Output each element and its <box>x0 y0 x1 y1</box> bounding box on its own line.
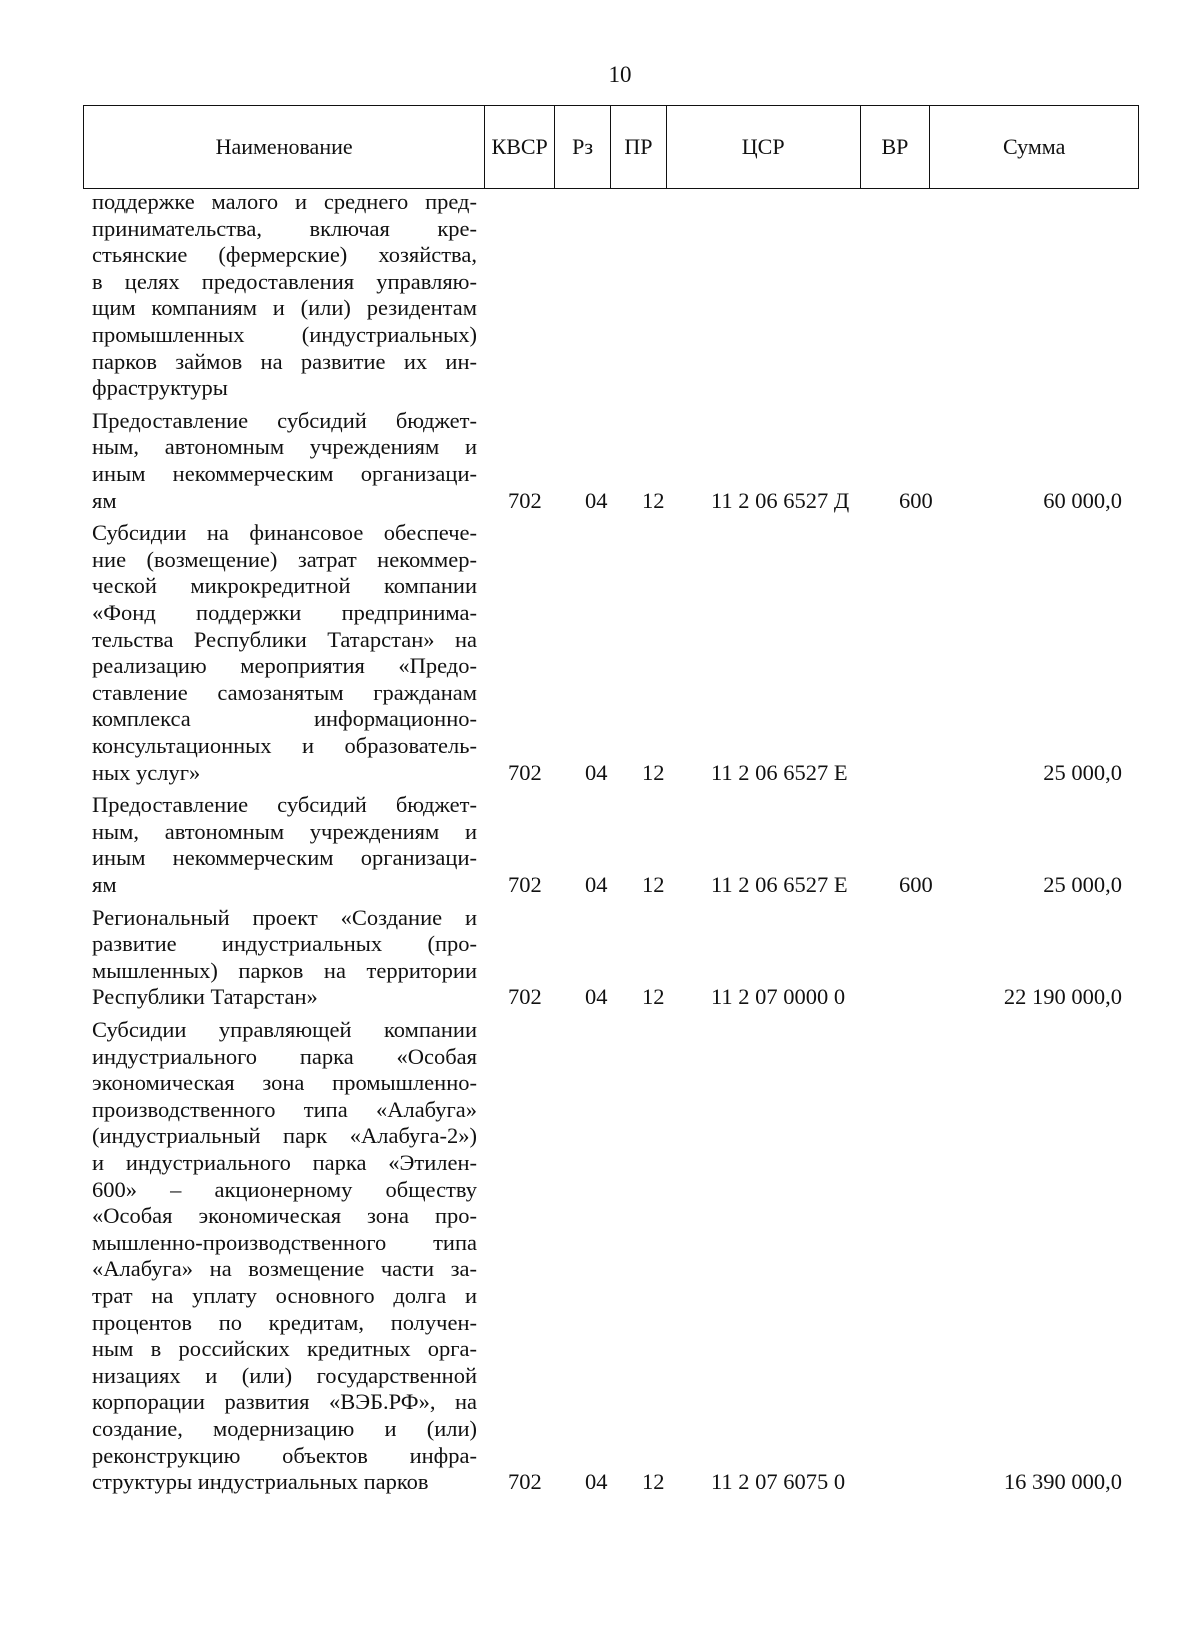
row-name <box>92 905 477 1011</box>
row-vr: 600 <box>899 487 933 513</box>
row-csr: 11 2 07 6075 0 <box>711 1469 846 1495</box>
row-name-line: принимательства, включая кре- <box>92 215 477 241</box>
row-name-line: индустриального парка «Особая <box>92 1043 477 1069</box>
row-name-line: Предоставление субсидий бюджет- <box>92 407 477 433</box>
row-sum: 25 000,0 <box>1043 871 1122 897</box>
row-name-line: комплекса информационно- <box>92 706 477 732</box>
row-name-line: «Особая экономическая зона про- <box>92 1203 477 1229</box>
row-name-line: производственного типа «Алабуга» <box>92 1096 477 1122</box>
row-name-line: консультационных и образователь- <box>92 732 477 758</box>
row-name-line: Субсидии на финансовое обеспече- <box>92 520 477 546</box>
row-name-line: (индустриальный парк «Алабуга-2») <box>92 1123 477 1149</box>
row-kvsr: 702 <box>508 871 542 897</box>
table-row <box>0 520 1200 786</box>
row-kvsr: 702 <box>508 1469 542 1495</box>
row-name <box>92 408 477 514</box>
row-name-line: поддержке малого и среднего пред- <box>92 189 477 214</box>
row-name-line: Субсидии управляющей компании <box>92 1017 477 1042</box>
row-name-line: экономическая зона промышленно- <box>92 1070 477 1096</box>
row-pr: 12 <box>642 759 665 785</box>
header-pr: ПР <box>611 106 667 188</box>
row-kvsr: 702 <box>508 487 542 513</box>
header-vr: ВР <box>861 106 931 188</box>
row-name-line: Республики Татарстан» <box>92 984 318 1010</box>
row-sum: 60 000,0 <box>1043 487 1122 513</box>
row-rz: 04 <box>585 984 608 1010</box>
row-name-line: ям <box>92 487 117 513</box>
row-name-line: создание, модернизацию и (или) <box>92 1415 477 1441</box>
row-name-line: парков займов на развитие их ин- <box>92 348 477 374</box>
row-name-line: стьянские (фермерские) хозяйства, <box>92 242 477 268</box>
row-name <box>92 1017 477 1496</box>
row-name-line: щим компаниям и (или) резидентам <box>92 295 477 321</box>
row-name-line: тельства Республики Татарстан» на <box>92 626 477 652</box>
row-name <box>92 792 477 898</box>
header-sum: Сумма <box>1003 134 1066 159</box>
row-sum: 22 190 000,0 <box>1003 984 1122 1010</box>
row-kvsr: 702 <box>508 984 542 1010</box>
header-rz: Рз <box>555 106 611 188</box>
row-rz: 04 <box>585 759 608 785</box>
row-rz: 04 <box>585 487 608 513</box>
header-csr: ЦСР <box>667 106 861 188</box>
row-name <box>92 189 477 402</box>
row-name-line: промышленных (индустриальных) <box>92 321 477 347</box>
row-name-line: Предоставление субсидий бюджет- <box>92 792 477 818</box>
table-row <box>0 792 1200 898</box>
row-pr: 12 <box>642 1469 665 1495</box>
row-pr: 12 <box>642 984 665 1010</box>
page-number: 10 <box>608 62 632 87</box>
header-kvsr: КВСР <box>485 106 555 188</box>
row-name-line: реализацию мероприятия «Предо- <box>92 653 477 679</box>
row-name-line: структуры индустриальных парков <box>92 1469 429 1495</box>
row-name-line: «Алабуга» на возмещение части за- <box>92 1256 477 1282</box>
row-name-line: низациях и (или) государственной <box>92 1362 477 1388</box>
row-sum: 25 000,0 <box>1043 759 1122 785</box>
row-name-line: ставление самозанятым гражданам <box>92 679 477 705</box>
row-name-line: ным, автономным учреждениям и <box>92 818 477 844</box>
row-csr: 11 2 07 0000 0 <box>711 984 846 1010</box>
row-rz: 04 <box>585 1469 608 1495</box>
row-name-line: ние (возмещение) затрат некоммер- <box>92 546 477 572</box>
row-name-line: развитие индустриальных (про- <box>92 931 477 957</box>
row-name-line: 600» – акционерному обществу <box>92 1176 477 1202</box>
row-name-line: иным некоммерческим организаци- <box>92 460 477 486</box>
row-name-line: Региональный проект «Создание и <box>92 904 477 930</box>
row-rz: 04 <box>585 871 608 897</box>
table-row <box>0 905 1200 1011</box>
row-name-line: «Фонд поддержки предпринима- <box>92 599 477 625</box>
row-sum: 16 390 000,0 <box>1003 1469 1122 1495</box>
table-row <box>0 1017 1200 1496</box>
row-kvsr: 702 <box>508 759 542 785</box>
row-name-line: мышленных) парков на территории <box>92 957 477 983</box>
row-name-line: трат на уплату основного долга и <box>92 1282 477 1308</box>
table-header <box>83 105 1139 189</box>
row-name-line: реконструкцию объектов инфра- <box>92 1442 477 1468</box>
row-name-line: мышленно-производственного типа <box>92 1229 477 1255</box>
row-csr: 11 2 06 6527 Д <box>711 487 850 513</box>
row-name-line: процентов по кредитам, получен- <box>92 1309 477 1335</box>
row-name-line: ям <box>92 871 117 897</box>
table-row <box>0 408 1200 514</box>
row-name-line: фраструктуры <box>92 375 228 401</box>
row-csr: 11 2 06 6527 Е <box>711 759 848 785</box>
row-name-line: ных услуг» <box>92 759 201 785</box>
row-name-line: и индустриального парка «Этилен- <box>92 1149 477 1175</box>
row-pr: 12 <box>642 487 665 513</box>
row-csr: 11 2 06 6527 Е <box>711 871 848 897</box>
row-name-line: в целях предоставления управляю- <box>92 268 477 294</box>
row-name-line: ным в российских кредитных орга- <box>92 1336 477 1362</box>
row-name <box>92 520 477 786</box>
table-row <box>0 189 1200 402</box>
row-pr: 12 <box>642 871 665 897</box>
row-name-line: ным, автономным учреждениям и <box>92 434 477 460</box>
header-name: Наименование <box>84 106 485 188</box>
row-name-line: корпорации развития «ВЭБ.РФ», на <box>92 1389 477 1415</box>
row-vr: 600 <box>899 871 933 897</box>
row-name-line: иным некоммерческим организаци- <box>92 845 477 871</box>
row-name-line: ческой микрокредитной компании <box>92 573 477 599</box>
